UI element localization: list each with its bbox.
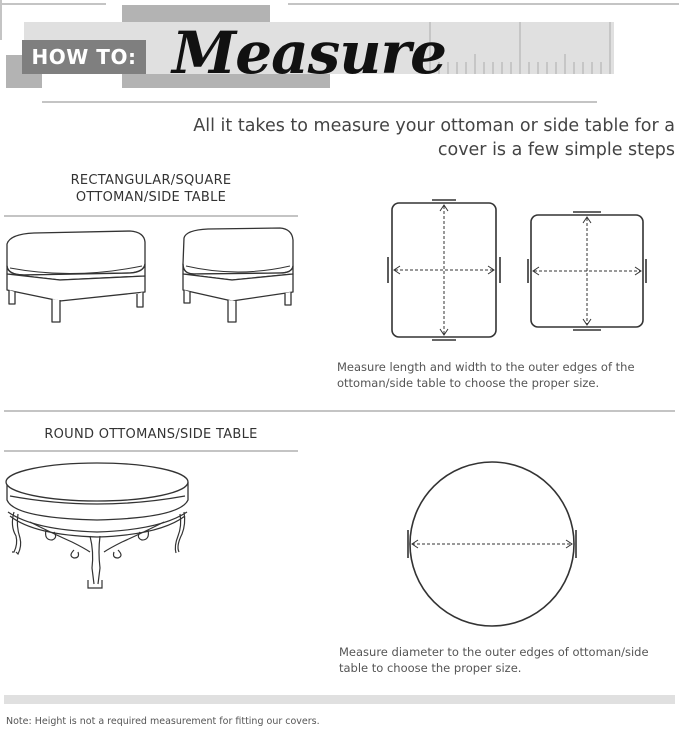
how-to-label: HOW TO: [22,40,146,74]
measure-title: Measure [172,19,446,87]
footer-band [4,695,675,704]
rectangular-heading-rule [4,215,298,217]
intro-line-2: cover is a few simple steps [437,140,675,160]
intro-line-1: All it takes to measure your ottoman or side table for a [193,116,675,136]
round-heading-rule [4,450,298,452]
rectangular-ottoman-illustration [4,228,154,323]
square-ottoman-illustration [180,226,300,326]
rectangular-caption-line-1: Measure length and width to the outer edges of the [337,360,635,374]
round-caption-line-2: table to choose the proper size. [339,661,522,675]
round-caption-line-1: Measure diameter to the outer edges of ottoman/side [339,645,649,659]
rectangular-heading [40,172,262,206]
footer-note: Note: Height is not a required measurement for fitting our covers. [6,716,320,727]
rectangular-caption-line-2: ottoman/side table to choose the proper size. [337,376,600,390]
intro-text [155,114,675,162]
round-ottoman-illustration [4,460,194,590]
rectangular-heading-line-2: OTTOMAN/SIDE TABLE [75,190,227,205]
round-heading: ROUND OTTOMANS/SIDE TABLE [44,427,258,442]
square-measure-diagram [525,209,655,334]
circle-measure-diagram [402,458,582,638]
round-caption [339,644,673,676]
banner-rule-bottom [42,101,597,103]
section-divider [4,410,675,412]
rectangular-caption [337,359,667,391]
rectangular-heading-line-1: RECTANGULAR/SQUARE [70,173,232,188]
rectangle-measure-diagram [384,197,504,347]
